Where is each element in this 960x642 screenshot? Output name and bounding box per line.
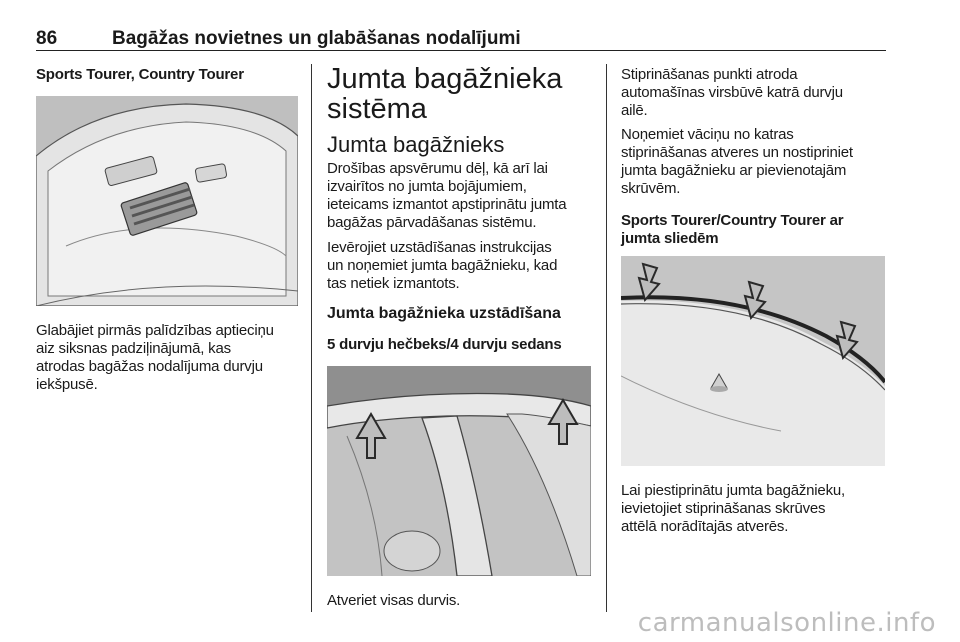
caption-line: ievietojiet stiprināšanas skrūves — [621, 500, 826, 517]
title-line: sistēma — [327, 93, 427, 125]
safety-paragraph — [327, 160, 602, 232]
variant-label: jumta sliedēm — [621, 230, 719, 247]
title-line: Jumta bagāžnieka — [327, 63, 563, 95]
paragraph-line: ieteicams izmantot apstiprinātu jumta — [327, 196, 567, 213]
caption-line: atrodas bagāžas nodalījuma durvju — [36, 358, 263, 375]
cover-removal-paragraph — [621, 126, 891, 198]
door-frame-illustration — [327, 366, 591, 576]
paragraph-line: Drošības apsvērumu dēļ, kā arī lai — [327, 160, 548, 177]
door-caption — [327, 592, 597, 610]
figure-tailgate-first-aid — [36, 96, 298, 306]
watermark: carmanualsonline.info — [637, 608, 936, 638]
tailgate-illustration — [36, 96, 298, 306]
paragraph-line: Noņemiet vāciņu no katras — [621, 126, 794, 143]
bolt-caption — [621, 482, 891, 536]
caption-line: Lai piestiprinātu jumta bagāžnieku, — [621, 482, 845, 499]
section-label: Sports Tourer, Country Tourer — [36, 66, 244, 83]
variant-label: 5 durvju hečbeks/4 durvju sedans — [327, 336, 562, 353]
roof-rack-title — [327, 64, 597, 124]
page-header — [36, 28, 886, 51]
paragraph-line: skrūvēm. — [621, 180, 681, 197]
paragraph-line: bagāžas pārvadāšanas sistēmu. — [327, 214, 537, 231]
paragraph-line: stiprināšanas atveres un nostipriniet — [621, 144, 853, 161]
column-divider — [311, 64, 312, 612]
instructions-paragraph — [327, 239, 602, 293]
paragraph-line: ailē. — [621, 102, 648, 119]
paragraph-line: tas netiek izmantots. — [327, 275, 460, 292]
anchor-points-paragraph — [621, 66, 891, 120]
roof-rack-subtitle — [327, 132, 597, 158]
install-heading-text: Jumta bagāžnieka uzstādīšana — [327, 305, 561, 322]
column-divider — [606, 64, 607, 612]
variant-heading — [327, 336, 602, 354]
figure-roof-rails — [621, 256, 885, 466]
subtitle-text: Jumta bagāžnieks — [327, 132, 505, 157]
caption-line: Glabājiet pirmās palīdzības aptieciņu — [36, 322, 274, 339]
caption-line: aiz siksnas padziļinājumā, kas — [36, 340, 231, 357]
section-heading — [36, 66, 298, 84]
install-heading — [327, 304, 602, 324]
paragraph-line: jumta bagāžnieku ar pievienotajām — [621, 162, 847, 179]
paragraph-line: automašīnas virsbūvē katrā durvju — [621, 84, 843, 101]
caption-line: Atveriet visas durvis. — [327, 592, 461, 609]
paragraph-line: Stiprināšanas punkti atroda — [621, 66, 798, 83]
paragraph-line: izvairītos no jumta bojājumiem, — [327, 178, 527, 195]
caption-line: attēlā norādītajās atverēs. — [621, 518, 789, 535]
roof-rails-illustration — [621, 256, 885, 466]
variant-label: Sports Tourer/Country Tourer ar — [621, 212, 844, 229]
variant-heading — [621, 212, 891, 248]
first-aid-caption — [36, 322, 306, 394]
paragraph-line: Ievērojiet uzstādīšanas instrukcijas — [327, 239, 552, 256]
caption-line: iekšpusē. — [36, 376, 98, 393]
chapter-title: Bagāžas novietnes un glabāšanas nodalījumi — [112, 28, 521, 49]
figure-door-opening — [327, 366, 591, 576]
paragraph-line: un noņemiet jumta bagāžnieku, kad — [327, 257, 558, 274]
page-number: 86 — [36, 28, 58, 49]
